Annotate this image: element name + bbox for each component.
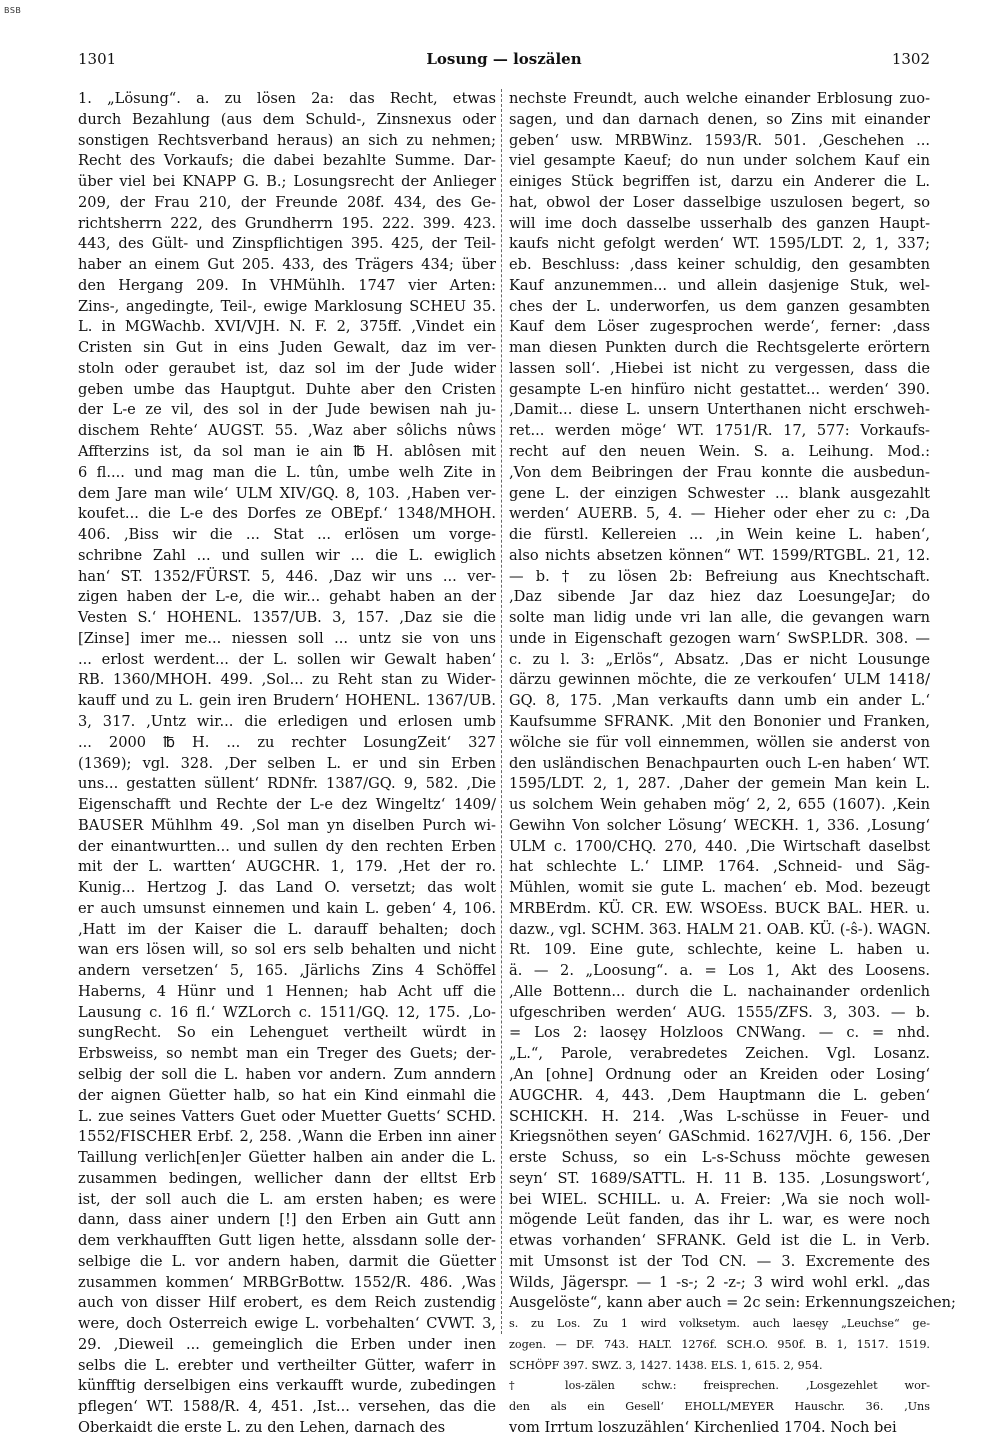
text-line: unde in Eigenschaft gezogen warn‘ SwSP.LDR. 308. —: [509, 629, 930, 647]
text-line: selbige die L. vor andern haben, darmit die Güetter: [78, 1252, 496, 1270]
text-line: recht auf den neuen Wein. S. a. Leihung. Mod.:: [509, 443, 930, 461]
left-column: [78, 89, 496, 1436]
text-line: künfftig derselbigen eins verkaufft wurde, zubedingen: [78, 1377, 496, 1395]
text-line: vom Irrtum loszuzählen‘ Kirchenlied 1704. Noch bei: [509, 1419, 897, 1436]
text-line: bei WIEL. SCHILL. u. A. Freier: ‚Wa sie noch woll-: [509, 1190, 930, 1208]
text-line: der aignen Güetter halb, so hat ein Kind einmahl die: [78, 1086, 496, 1104]
text-line: den Hergang 209. In VHMühlh. 1747 vier Arten:: [78, 276, 496, 294]
text-line: Recht des Vorkaufs; die dabei bezahlte Summe. Dar-: [78, 152, 496, 170]
text-line: „L.“, Parole, verabredetes Zeichen. Vgl. Losanz.: [509, 1045, 930, 1063]
text-line: s. zu Los. Zu 1 wird volksetym. auch laesęy „Leuchse“ ge-: [509, 1317, 930, 1331]
text-line: Kauf dem Löser zugesprochen werde‘, ferner: ‚dass: [509, 318, 930, 336]
text-line: were, doch Osterreich ewige L. vorbehalten‘ CVWT. 3,: [78, 1315, 496, 1333]
text-line: dem Jare man wile‘ ULM XIV/GQ. 8, 103. ‚Haben ver-: [78, 484, 496, 502]
page-number-right: 1302: [891, 50, 930, 68]
text-line: ‚Damit... diese L. unsern Unterthanen nicht erschweh-: [509, 401, 930, 419]
text-line: zogen. — DF. 743. HALT. 1276f. SCH.O. 950f. B. 1, 1517. 1519.: [509, 1337, 930, 1351]
library-stamp: BSB: [4, 6, 22, 15]
text-line: ‚An [ohne] Ordnung oder an Kreiden oder Losing‘: [509, 1065, 930, 1083]
text-line: sungRecht. So ein Lehenguet vertheilt würdt in: [78, 1024, 496, 1042]
text-line: = Los 2: laosęy Holzloos CNWang. — c. = nhd.: [509, 1024, 930, 1042]
text-line: gesampte L-en hinfüro nicht gestattet... werden‘ 390.: [509, 380, 930, 398]
text-line: nechste Freundt, auch welche einander Erblosung zuo-: [509, 90, 930, 107]
text-line: ... erlost werdent... der L. sollen wir Gewalt haben‘: [78, 650, 496, 668]
text-line: die fürstl. Kellereien ... ‚in Wein keine L. haben‘,: [509, 526, 930, 544]
text-line: Mühlen, womit sie gute L. machen‘ eb. Mod. bezeugt: [509, 879, 930, 897]
text-line: Erbsweiss, so nembt man ein Treger des Guets; der-: [78, 1045, 496, 1063]
text-line: eb. Beschluss: ‚dass keiner schuldig, den gesambten: [509, 256, 930, 274]
text-line: selbs die L. erebter und vertheilter Gütter, waferr in: [78, 1356, 496, 1374]
text-line: Zins-, angedingte, Teil-, ewige Marklosung SCHEU 35.: [78, 297, 496, 315]
text-line: den als ein Gesell‘ EHOLL/MEYER Hauschr. 36. ‚Uns: [509, 1400, 930, 1414]
text-line: wan ers lösen will, so sol ers selb behalten und nicht: [78, 941, 496, 959]
text-line: Rt. 109. Eine gute, schlechte, keine L. haben u.: [509, 941, 930, 959]
text-line: kauff und zu L. gein iren Brudern‘ HOHENL. 1367/UB.: [78, 692, 496, 710]
text-line: andern versetzen‘ 5, 165. ‚Järlichs Zins 4 Schöffel: [78, 962, 496, 980]
text-line: 443, des Gült- und Zinspflichtigen 395. 425, der Teil-: [78, 235, 496, 253]
text-line: ‚Daz sibende Jar daz hiez daz LoesungeJar; do: [509, 588, 930, 606]
text-line: Gewihn Von solcher Lösung‘ WECKH. 1, 336. ‚Losung‘: [509, 816, 930, 834]
text-line: L. in MGWachb. XVI/VJH. N. F. 2, 375ff. ‚Vindet ein: [78, 318, 496, 336]
text-line: Wilds, Jägerspr. — 1 -s-; 2 -z-; 3 wird wohl erkl. „das: [509, 1273, 930, 1291]
text-line: geben umbe das Hauptgut. Duhte aber den Cristen: [78, 380, 496, 398]
text-line: also nichts absetzen können“ WT. 1599/RTGBL. 21, 12.: [509, 546, 930, 564]
text-line: Oberkaidt die erste L. zu den Lehen, darnach des: [78, 1419, 446, 1436]
text-line: dazw., vgl. SCHM. 363. HALM 21. OAB. KÜ. (-ŝ-). WAGN.: [509, 920, 931, 938]
text-line: ‚Alle Bottenn... durch die L. nachainander ordenlich: [509, 982, 930, 1000]
text-line: haber an einem Gut 205. 433, des Trägers 434; über: [78, 256, 496, 274]
text-line: Eigenschafft und Rechte der L-e dez Wingeltz‘ 1409/: [78, 796, 496, 814]
text-line: lassen soll‘. ‚Hiebei ist nicht zu vergessen, dass die: [509, 359, 930, 377]
text-line: SCHÖPF 397. SWZ. 3, 1427. 1438. ELS. 1, 615. 2, 954.: [509, 1358, 823, 1372]
text-line: us solchem Wein gehaben mög‘ 2, 2, 655 (1607). ‚Kein: [509, 796, 930, 814]
text-line: Kunig... Hertzog J. das Land O. versetzt; das wolt: [78, 879, 496, 897]
text-line: ufgeschriben werden‘ AUG. 1555/ZFS. 3, 303. — b.: [509, 1003, 930, 1021]
text-line: werden‘ AUERB. 5, 4. — Hieher oder eher zu c: ‚Da: [509, 505, 930, 523]
text-line: uns... gestatten süllent‘ RDNfr. 1387/GQ. 9, 582. ‚Die: [78, 775, 496, 793]
text-line: ‚Von dem Beibringen der Frau konnte die ausbedun-: [509, 463, 930, 481]
right-column: [509, 89, 956, 1436]
text-line: einiges Stück begriffen ist, darzu ein Anderer die L.: [509, 173, 930, 191]
text-line: MRBErdm. KÜ. CR. EW. WSOEss. BUCK BAL. HER. u.: [509, 899, 930, 917]
text-line: ULM c. 1700/CHQ. 270, 440. ‚Die Wirtschaft daselbst: [509, 837, 930, 855]
text-line: ist, der soll auch die L. am ersten haben; es were: [78, 1190, 496, 1208]
text-line: hat schlechte L.‘ LIMP. 1764. ‚Schneid- und Säg-: [509, 858, 930, 876]
text-line: 406. ‚Biss wir die ... Stat ... erlösen um vorge-: [78, 526, 496, 544]
text-line: 29. ‚Dieweil ... gemeinglich die Erben under inen: [78, 1335, 496, 1353]
text-line: schribne Zahl ... und sullen wir ... die L. ewiglich: [78, 546, 496, 564]
text-line: zusammen bedingen, wellicher dann der elltst Erb: [78, 1169, 496, 1187]
text-line: Ausgelöste“, kann aber auch = 2c sein: Erkennungszeichen;: [509, 1294, 956, 1312]
text-line: dann, dass ainer undern [!] den Erben ain Gutt ann: [78, 1211, 496, 1229]
text-line: Haberns, 4 Hünr und 1 Hennen; hab Acht uff die: [78, 982, 496, 1000]
text-line: der L-e ze vil, des sol in der Jude bewisen nah ju-: [78, 401, 496, 419]
page-header: [78, 50, 930, 72]
text-line: 209, der Frau 210, der Freunde 208f. 434, des Ge-: [78, 193, 496, 211]
text-line: 3, 317. ‚Untz wir... die erledigen und erlosen umb: [78, 712, 496, 730]
text-line: auch von disser Hilf erobert, es dem Reich zustendig: [78, 1294, 496, 1312]
text-line: man diesen Punkten durch die Rechtsgelerte erörtern: [509, 339, 930, 357]
text-line: mit Umsonst ist der Tod CN. — 3. Excremente des: [509, 1252, 930, 1270]
page-number-left: 1301: [78, 50, 117, 68]
text-line: selbig der soll die L. haben vor andern. Zum anndern: [78, 1065, 496, 1083]
text-line: GQ. 8, 175. ‚Man verkaufts dann umb ein ander L.‘: [509, 692, 930, 710]
text-line: RB. 1360/MHOH. 499. ‚Sol... zu Reht stan zu Wider-: [78, 671, 496, 689]
text-line: über viel bei KNAPP G. B.; Losungsrecht der Anlieger: [78, 173, 496, 191]
text-line: Lausung c. 16 fl.‘ WZLorch c. 1511/GQ. 12, 175. ‚Lo-: [78, 1003, 496, 1021]
text-line: † los-zälen schw.: freisprechen. ‚Losgezehlet wor-: [509, 1379, 930, 1393]
text-line: mit der L. wartten‘ AUGCHR. 1, 179. ‚Het der ro.: [78, 858, 496, 876]
text-line: 1552/FISCHER Erbf. 2, 258. ‚Wann die Erben inn ainer: [78, 1128, 496, 1146]
text-line: zusammen kommen‘ MRBGrBottw. 1552/R. 486. ‚Was: [78, 1273, 496, 1291]
text-line: c. zu l. 3: „Erlös“, Absatz. ‚Das er nicht Lousunge: [509, 650, 930, 668]
text-line: richtsherrn 222, des Grundherrn 195. 222. 399. 423.: [78, 214, 496, 232]
text-line: 1595/LDT. 2, 1, 287. ‚Daher der gemein Man kein L.: [509, 775, 930, 793]
text-line: der einantwurtten... und sullen dy den rechten Erben: [78, 837, 496, 855]
text-line: ... 2000 ℔ H. ... zu rechter LosungZeit‘ 327: [78, 733, 496, 751]
text-line: — b. † zu lösen 2b: Befreiung aus Knechtschaft.: [509, 567, 930, 585]
text-line: erste Schuss, so ein L-s-Schuss möchte gewesen: [509, 1149, 930, 1167]
text-line: gene L. der einzigen Schwester ... blank ausgezahlt: [509, 484, 930, 502]
text-line: Taillung verlich[en]er Güetter halben ain ander die L.: [78, 1149, 496, 1167]
text-line: wölche sie für voll einnemmen, wöllen sie anderst von: [509, 733, 930, 751]
text-line: 6 fl.... und mag man die L. tûn, umbe welh Zite in: [78, 463, 496, 481]
text-line: Kauf anzunemmen... und allein dasjenige Stuk, wel-: [509, 276, 930, 294]
text-line: ä. — 2. „Loosung“. a. = Los 1, Akt des Loosens.: [509, 962, 930, 980]
running-title: Losung — loszälen: [426, 50, 582, 68]
text-line: zigen haben der L-e, die wir... gehabt haben an der: [78, 588, 496, 606]
text-line: Kriegsnöthen seyen‘ GASchmid. 1627/VJH. 6, 156. ‚Der: [509, 1128, 930, 1146]
text-line: solte man lidig unde vri lan alle, die gevangen warn: [509, 609, 930, 627]
text-line: (1369); vgl. 328. ‚Der selben L. er und sin Erben: [78, 754, 496, 772]
text-line: [Zinse] imer me... niessen soll ... untz sie von uns: [78, 629, 496, 647]
text-line: stoln oder geraubet ist, daz sol im der Jude wider: [78, 359, 496, 377]
text-line: geben‘ usw. MRBWinz. 1593/R. 501. ‚Geschehen ...: [509, 131, 930, 149]
text-line: sagen, und dan darnach denen, so Zins mit einander: [509, 110, 930, 128]
text-line: er auch umsunst einnemen und kain L. geben‘ 4, 106.: [78, 899, 496, 917]
text-line: viel gesampte Kaeuf; do nun under solchem Kauf ein: [509, 152, 930, 170]
text-line: SCHICKH. H. 214. ‚Was L-schüsse in Feuer- und: [509, 1107, 930, 1125]
text-line: den usländischen Benachpaurten ouch L-en haben‘ WT.: [509, 754, 930, 772]
text-line: seyn‘ ST. 1689/SATTL. H. 11 B. 135. ‚Losungswort‘,: [509, 1169, 930, 1187]
text-line: pflegen‘ WT. 1588/R. 4, 451. ‚Ist... versehen, das die: [78, 1398, 496, 1416]
text-line: will ime doch dasselbe usserhalb des ganzen Haupt-: [509, 214, 930, 232]
text-line: ‚Hatt im der Kaiser die L. darauff behalten; doch: [78, 920, 496, 938]
text-line: L. zue seines Vatters Guet oder Muetter Guetts‘ SCHD.: [78, 1107, 496, 1125]
text-line: dischem Rehte‘ AUGST. 55. ‚Waz aber sôlichs nûws: [78, 422, 496, 440]
text-line: därzu gewinnen möchte, die ze verkoufen‘ ULM 1418/: [509, 671, 930, 689]
text-line: mögende Leüt fanden, das ihr L. war, es were noch: [509, 1211, 930, 1229]
text-line: han‘ ST. 1352/FÜRST. 5, 446. ‚Daz wir uns ... ver-: [78, 567, 496, 585]
text-line: dem verkhaufften Gutt ligen hette, alssdann solle der-: [78, 1232, 496, 1250]
column-divider: [501, 89, 502, 1334]
text-line: Cristen sin Gut in eins Juden Gewalt, daz im ver-: [78, 339, 496, 357]
text-line: koufet... die L-e des Dorfes ze OBEpf.‘ 1348/MHOH.: [78, 505, 496, 523]
text-line: ret... werden möge‘ WT. 1751/R. 17, 577: Vorkaufs-: [509, 422, 930, 440]
text-line: sonstigen Rechtsverband heraus) an sich zu nehmen;: [78, 131, 496, 149]
text-line: AUGCHR. 4, 443. ‚Dem Hauptmann die L. geben‘: [509, 1086, 930, 1104]
text-line: Kaufsumme SFRANK. ‚Mit den Bononier und Franken,: [509, 712, 930, 730]
text-line: durch Bezahlung (aus dem Schuld-, Zinsnexus oder: [78, 110, 496, 128]
text-line: kaufs nicht gefolgt werden‘ WT. 1595/LDT. 2, 1, 337;: [509, 235, 930, 253]
text-line: BAUSER Mühlhm 49. ‚Sol man yn diselben Purch wi-: [78, 816, 496, 834]
text-line: etwas vorhanden‘ SFRANK. Geld ist die L. in Verb.: [509, 1232, 930, 1250]
text-line: hat, obwol der Loser dasselbige uszulosen begert, so: [509, 193, 930, 211]
text-line: Affterzins ist, da sol man ie ain ℔ H. ablôsen mit: [78, 443, 496, 461]
text-line: ches der L. underworfen, us dem ganzen gesambten: [509, 297, 930, 315]
text-line: Vesten S.‘ HOHENL. 1357/UB. 3, 157. ‚Daz sie die: [78, 609, 496, 627]
text-line: 1. „Lösung“. a. zu lösen 2a: das Recht, etwas: [78, 90, 496, 107]
